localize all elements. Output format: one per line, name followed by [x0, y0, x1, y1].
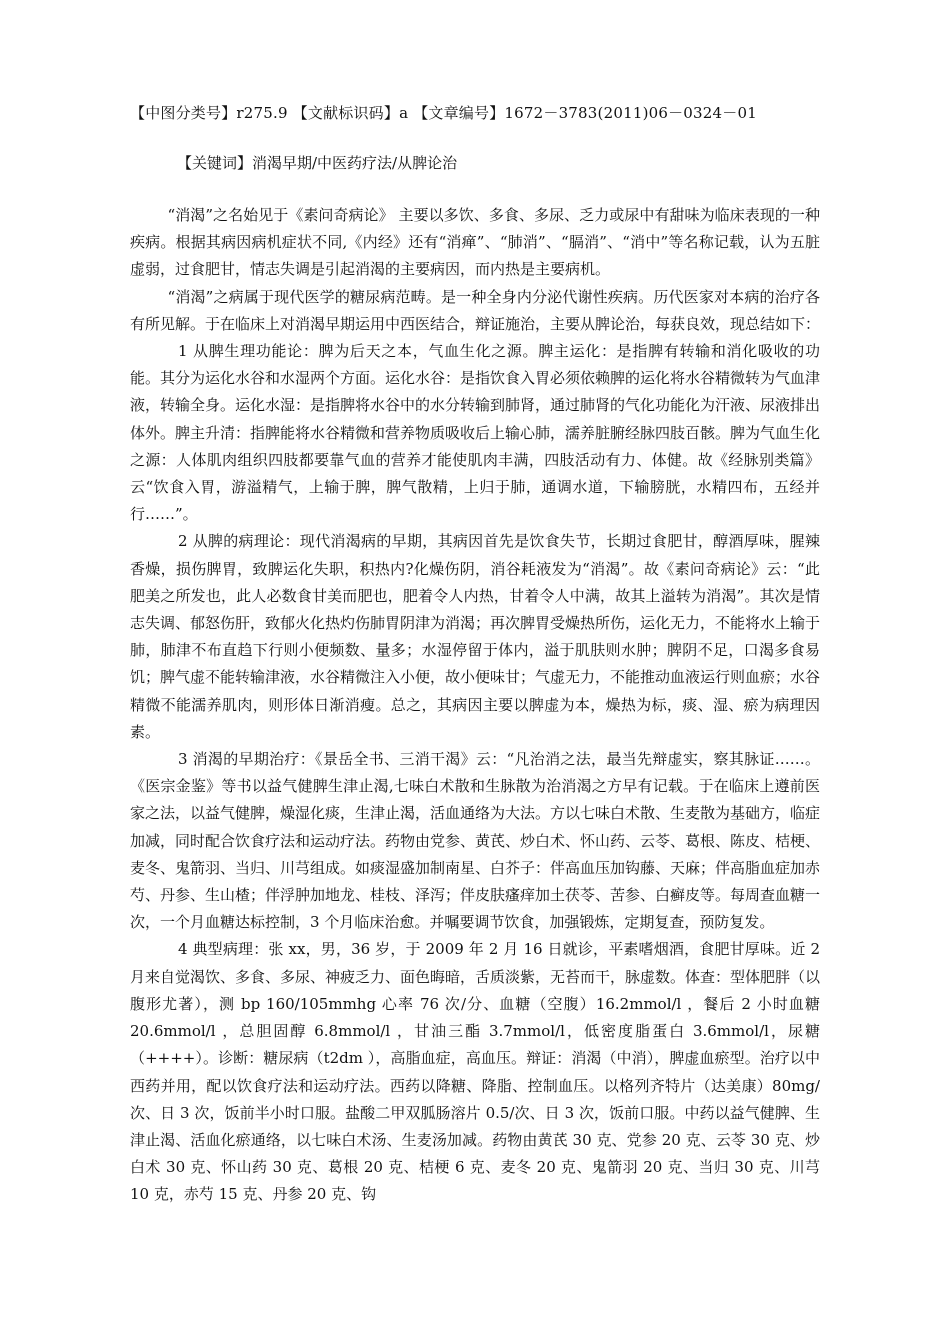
classification-line: 【中图分类号】r275.9 【文献标识码】a 【文章编号】1672－3783(2011)06－0324－01: [130, 104, 757, 122]
paragraph-section-3: 3 消渴的早期治疗：《景岳全书、三消干渴》云：“凡治消之法，最当先辩虚实，察其脉证……。《医宗金鉴》等书以益气健脾生津止渴,七味白术散和生脉散为治消渴之方早有记载。于在临床上遵前医家之法，以益气健脾，燥湿化痰，生津止渴，活血通络为大法。方以七味白术散、生麦散为基础方，临症加减，同时配合饮食疗法和运动疗法。药物由党参、黄芪、炒白术、怀山药、云苓、葛根、陈皮、桔梗、麦冬、鬼箭羽、当归、川芎组成。如痰湿盛加制南星、白芥子：伴高血压加钩藤、天麻；伴高脂血症加赤芍、丹参、生山楂；伴浮肿加地龙、桂枝、泽泻；伴皮肤瘙痒加土茯苓、苦参、白癣皮等。每周查血糖一次，一个月血糖达标控制，3 个月临床治愈。并嘱要调节饮食，加强锻炼，定期复查，预防复发。: [130, 750, 821, 932]
keywords-line: 【关键词】消渴早期/中医药疗法/从脾论治: [177, 154, 458, 172]
paragraph-section-2: 2 从脾的病理论：现代消渴病的早期，其病因首先是饮食失节，长期过食肥甘，醇酒厚味，腥辣香燥，损伤脾胃，致脾运化失职，积热内?化燥伤阴，消谷耗液发为“消渴”。故《素问奇病论》云：“此肥美之所发也，此人必数食甘美而肥也，肥着令人内热，甘着令人中满，故其上溢转为消渴”。其次是情志失调、郁怒伤肝，致郁火化热灼伤肺胃阴津为消渴；再次脾胃受燥热所伤，运化无力，不能将水上输于肺，肺津不布直趋下行则小便频数、量多；水湿停留于体内，溢于肌肤则水肿；脾阴不足，口渴多食易饥；脾气虚不能转输津液，水谷精微注入小便，故小便味甘；气虚无力，不能推动血液运行则血瘀；水谷精微不能濡养肌肉，则形体日渐消瘦。总之，其病因主要以脾虚为本，燥热为标，痰、湿、瘀为病理因素。: [130, 532, 821, 741]
paragraph-section-1: 1 从脾生理功能论：脾为后天之本，气血生化之源。脾主运化：是指脾有转输和消化吸收的功能。其分为运化水谷和水湿两个方面。运化水谷：是指饮食入胃必须依赖脾的运化将水谷精微转为气血津液，转输全身。运化水湿：是指脾将水谷中的水分转输到肺肾，通过肺肾的气化功能化为汗液、尿液排出体外。脾主升清：指脾能将水谷精微和营养物质吸收后上输心肺，濡养脏腑经脉四肢百骸。脾为气血生化之源：人体肌肉组织四肢都要靠气血的营养才能使肌肉丰满，四肢活动有力、体健。故《经脉别类篇》云“饮食入胃，游溢精气，上输于脾，脾气散精，上归于肺，通调水道，下输膀胱，水精四布，五经并行……”。: [130, 342, 821, 524]
paragraph-overview: “消渴”之病属于现代医学的糖尿病范畴。是一种全身内分泌代谢性疾病。历代医家对本病的治疗各有所见解。于在临床上对消渴早期运用中西医结合，辩证施治，主要从脾论治，每获良效，现总结如下：: [130, 287, 821, 333]
paragraph-section-4: 4 典型病理：张 xx，男，36 岁，于 2009 年 2 月 16 日就诊，平素嗜烟酒，食肥甘厚味。近 2 月来自觉渴饮、多食、多尿、神疲乏力、面色晦暗，舌质淡紫，无苔而干，脉虚数。体查：型体肥胖（以腹形尤著），测 bp 160/105mmhg 心率 76 次/分、血糖（空腹）16.2mmol/l ，餐后 2 小时血糖 20.6mmol/l ，总胆固醇 6.8mmol/l ，甘油三酯 3.7mmol/l，低密度脂蛋白 3.6mmol/l，尿糖（++++）。诊断：糖尿病（t2dm ），高脂血症，高血压。辩证：消渴（中消），脾虚血瘀型。治疗以中西药并用，配以饮食疗法和运动疗法。西药以降糖、降脂、控制血压。以格列齐特片（达美康）80mg/次、日 3 次，饭前半小时口服。盐酸二甲双胍肠溶片 0.5/次、日 3 次，饭前口服。中药以益气健脾、生津止渴、活血化瘀通络，以七味白术汤、生麦汤加减。药物由黄芪 30 克、党参 20 克、云苓 30 克、炒白术 30 克、怀山药 30 克、葛根 20 克、桔梗 6 克、麦冬 20 克、鬼箭羽 20 克、当归 30 克、川芎 10 克，赤芍 15 克、丹参 20 克、钩: [130, 940, 821, 1204]
article-body: [130, 202, 820, 1209]
paragraph-intro: “消渴”之名始见于《素问奇病论》 主要以多饮、多食、多尿、乏力或尿中有甜味为临床表现的一种疾病。根据其病因病机症状不同,《内经》还有“消瘅”、“肺消”、“膈消”、“消中”等名称记载，认为五脏虚弱，过食肥甘，情志失调是引起消渴的主要病因，而内热是主要病机。: [130, 206, 820, 279]
